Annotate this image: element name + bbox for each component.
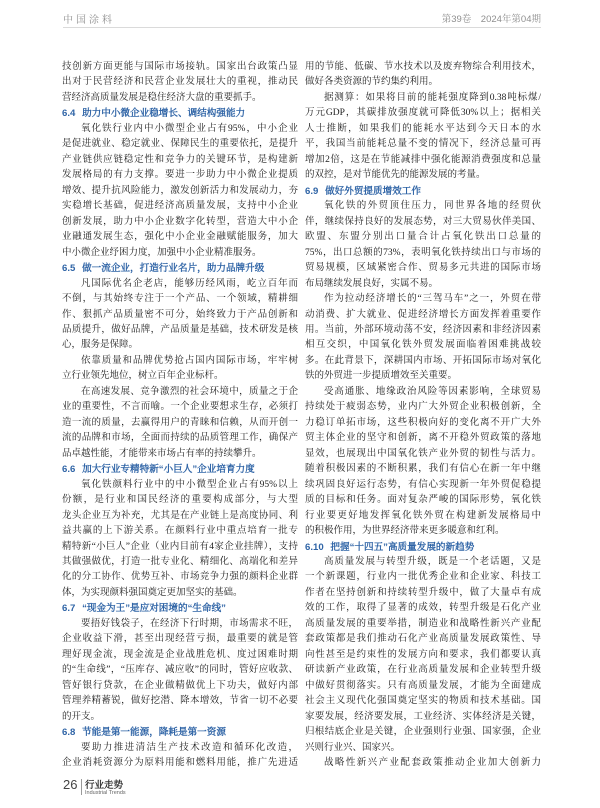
body-line: 实稳增长基础，促进经济高质量发展，支持中小企业 [62, 201, 298, 212]
section-title: 节能是第一能源，降耗是第一资源 [82, 727, 226, 739]
body-line: 增效、提升抗风险能力，激发创新活力和发展动力，夯 [62, 185, 298, 196]
section-heading [305, 184, 541, 199]
body-line: 流的品牌和市场，全面而持续的品质管理工作，确保产 [62, 433, 298, 444]
body-line: 要助力推进清洁生产技术改造和循环化改造， [81, 742, 298, 753]
paragraph [62, 385, 298, 462]
body-line: 效的工作，取得了显著的成效，转型升级是石化产业 [305, 603, 541, 614]
paragraph [305, 60, 541, 91]
body-line: 一个新课题，行业内一批优秀企业和企业家、科技工 [305, 572, 541, 583]
section-number: 6.8 [62, 727, 76, 739]
body-line: 力稳订单拓市场，这些积极向好的变化离不开广大外 [305, 417, 541, 428]
body-line: 多。在此背景下，深耕国内市场、开拓国际市场对氧化 [305, 355, 541, 366]
body-line: 企业消耗资源分为原料用能和燃料用能，推广先进适 [62, 758, 298, 769]
section-heading [62, 725, 298, 740]
paragraph [305, 756, 541, 771]
body-line: 人士推断，如果我们的能耗水平达到今天日本的水 [305, 123, 541, 134]
body-line: 业的重要性，不言而喻。一个企业要想求生存，必须打 [62, 402, 298, 413]
column-name: 行业走势 [85, 780, 124, 791]
body-line: 做好各类资源的节约集约利用。 [305, 77, 439, 88]
body-line: 份额，是行业和国民经济的重要构成部分，与大型 [62, 495, 298, 506]
body-line: 依靠质量和品牌优势抢占国内国际市场，牢牢树 [81, 355, 298, 366]
paragraph [305, 385, 541, 540]
section-title: 助力中小微企业稳增长、调结构强能力 [82, 108, 246, 120]
paragraph [305, 292, 541, 385]
footer-divider [81, 779, 82, 795]
body-line: 化的分工协作、优势互补、市场竞争力强的颜料企业群 [62, 572, 298, 583]
header-divider [63, 27, 541, 28]
body-line: 益共赢的上下游关系。在颜料行业中重点培育一批专 [62, 526, 298, 537]
body-line: 理好现金流，现金流是企业战胜危机、度过困难时期 [62, 649, 298, 660]
body-line: 中小微企业纾困力度，加强中小企业精准服务。 [62, 247, 262, 258]
body-line: 不倒，与其始终专注于一个产品、一个领域，精耕细 [62, 294, 298, 305]
section-number: 6.5 [62, 263, 76, 275]
body-line: 用。当前，外部环境动荡不安，经济因素和非经济因素 [305, 324, 541, 335]
section-title: 做一流企业，打造行业名片，助力品牌升级 [82, 263, 265, 275]
paragraph [62, 277, 298, 354]
body-line: 兴则行业兴、国家兴。 [305, 742, 401, 753]
body-line: 立行业领先地位，树立百年企业标杆。 [62, 371, 224, 382]
body-line: 的积极作用，为世界经济带来更多暖意和红利。 [305, 526, 505, 537]
section-heading [305, 540, 541, 555]
section-number: 6.9 [305, 185, 319, 197]
body-line: 氧化铁的外贸顶住压力，同世界各地的经贸伙 [324, 201, 541, 212]
body-line: 企业收益下滑，甚至出现经营亏损，最重要的就是管 [62, 634, 298, 645]
body-line: 精特新“小巨人”企业（业内目前有4家企业挂牌），支持 [62, 541, 298, 552]
paragraph [62, 122, 298, 261]
section-title: 加大行业专精特新“小巨人”企业培育力度 [82, 464, 255, 476]
section-number: 6.10 [305, 541, 324, 553]
body-line: 研读新产业政策，在行业高质量发展和企业转型升级 [305, 665, 541, 676]
paragraph [305, 555, 541, 756]
body-line: 品卓越性能，才能带来市场占有率的持续攀升。 [62, 448, 262, 459]
body-line: 体，为实现颜料强国奠定更加坚实的基础。 [62, 587, 243, 598]
body-line: 中做好贯彻落实。只有高质量发展，才能为全面建成 [305, 680, 541, 691]
issue-info: 第39卷 2024年第04期 [441, 14, 541, 25]
body-line: 显效，也展现出中国氧化铁产业外贸的韧性与活力。 [305, 448, 541, 459]
section-heading [62, 261, 298, 276]
body-line: 产业链供应链稳定性和竞争力的关键环节，是构建新 [62, 154, 298, 165]
body-line: 心，服务是保障。 [62, 340, 139, 351]
body-line: 发展格局的有力支撑。要进一步助力中小微企业提质 [62, 170, 298, 181]
section-heading [62, 106, 298, 121]
paragraph [305, 91, 541, 184]
paragraph [62, 60, 298, 106]
paragraph [62, 354, 298, 385]
paragraph [62, 741, 298, 772]
paragraph [62, 617, 298, 725]
body-line: 的双控，是对节能优先的能源发展的考量。 [305, 170, 486, 181]
body-line: 随着积极因素的不断积累，我们有信心在新一年中继 [305, 464, 541, 475]
body-line: 技创新方面更能与国际市场接轨。国家出台政策凸显 [62, 62, 298, 72]
body-line: 增加2倍，这是在节能减排中强化能源消费强度和总量 [305, 154, 541, 165]
body-line: 管理养精蓄锐，做好挖潜、降本增效，节省一切不必要 [62, 696, 298, 707]
column-name-english: Industrial Trends [85, 790, 126, 796]
body-line: 创新发展，助力中小企业数字化转型，营造大中小企 [62, 216, 298, 227]
body-line: 平，我国当前能耗总量不变的情况下，经济总量可再 [305, 139, 541, 150]
body-line: 高质量发展与转型升级，既是一个老话题，又是 [324, 557, 541, 567]
body-line: 战略性新兴产业配套政策推动企业加大创新力 [324, 758, 541, 769]
body-line: 贸主体企业的坚守和创新，离不开稳外贸政策的落地 [305, 433, 541, 444]
body-line: 行业要更好地发挥氧化铁外贸在构建新发展格局中 [305, 510, 541, 521]
body-line: 伴，继续保持良好的发展态势，对三大贸易伙伴美国、 [305, 216, 541, 227]
body-line: 作者在坚持创新和持续转型升级中，做了大量卓有成 [305, 587, 541, 598]
body-line: 高质量发展的重要举措，制造业和战略性新兴产业配 [305, 618, 541, 629]
body-line: 的开支。 [62, 711, 101, 722]
section-title: 做好外贸提质增效工作 [325, 185, 421, 197]
section-number: 6.7 [62, 603, 76, 615]
body-line: 家要发展，经济要发展，工业经济、实体经济是关键， [305, 711, 541, 722]
body-line: 铁的外贸进一步提质增效至关重要。 [305, 371, 458, 382]
body-line: 的“生命线”，“压库存、减应收”的同时，管好应收款、 [62, 665, 298, 676]
journal-title: 中国涂料 [63, 15, 115, 26]
section-title: 把握“十四五”高质量发展的新趋势 [330, 541, 475, 553]
body-line: 氧化铁颜料行业中的中小微型企业占有95%以上 [81, 479, 298, 490]
body-line: 出对于民营经济和民营企业发展壮大的重视，推动民 [62, 77, 298, 88]
body-line: 用的节能、低碳、节水技术以及废弃物综合利用技术， [305, 62, 541, 72]
page-number: 26 [63, 777, 78, 792]
section-heading [62, 462, 298, 477]
body-line: 其做强做优，打造一批专业化、精细化、高端化和差异 [62, 557, 298, 567]
section-heading [62, 601, 298, 616]
paragraph [305, 199, 541, 292]
body-line: 据测算：如果将目前的能耗强度降到0.38吨标煤/ [324, 92, 541, 103]
body-line: 品质提升，做好品牌，产品质量是基础，技术研发是核 [62, 324, 298, 335]
body-line: 续巩固良好运行态势，有信心实现新一年外贸促稳提 [305, 479, 541, 490]
body-line: 受高通胀、地缘政治风险等因素影响，全球贸易 [324, 386, 541, 397]
body-line: 75%，出口总额的73%，表明氧化铁持续出口与市场的 [305, 247, 541, 258]
body-line: 万元GDP，其碳排放强度就可降低30%以上；据相关 [305, 108, 541, 119]
body-line: 归根结底企业是关键，企业强则行业强、国家强，企业 [305, 727, 541, 738]
body-line: 龙头企业互为补充，尤其是在产业链上是高度协同、利 [62, 510, 298, 521]
section-title: “现金为王”是应对困境的“生命线” [82, 603, 226, 615]
body-line: 是促进就业、稳定就业、保障民生的重要依托，是提升 [62, 139, 298, 150]
body-line: 造一流的质量，去赢得用户的青睐和信赖，从而开创一 [62, 417, 298, 428]
body-line: 布局继续发展良好，实属不易。 [305, 278, 439, 289]
body-line: 套政策都是我们推动石化产业高质量发展政策性、导 [305, 634, 541, 645]
body-line: 作、狠抓产品质量密不可分，始终致力于产品创新和 [62, 309, 298, 320]
body-line: 氧化铁行业内中小微型企业占有95%，中小企业 [81, 123, 298, 134]
body-line: 作为拉动经济增长的“三驾马车”之一，外贸在带 [324, 294, 541, 305]
text-column-left [62, 60, 298, 772]
paragraph [62, 478, 298, 602]
body-line: 质的目标和任务。面对复杂严峻的国际形势，氧化铁 [305, 495, 541, 506]
body-line: 贸易规模，区域紧密合作、贸易多元共进的国际市场 [305, 263, 541, 274]
body-line: 欧盟、东盟分别出口量合计占氧化铁出口总量的 [305, 232, 541, 243]
body-line: 凡国际优名企老店，能够历经风雨，屹立百年而 [81, 278, 298, 289]
body-line: 在高速发展、竞争激烈的社会环境中，质量之于企 [81, 386, 298, 397]
section-number: 6.6 [62, 464, 76, 476]
text-column-right [305, 60, 541, 772]
section-number: 6.4 [62, 108, 76, 120]
body-line: 营经济高质量发展是稳住经济大盘的重要抓手。 [62, 92, 262, 103]
body-line: 向性甚至是约束性的发展方向和要求，我们都要认真 [305, 649, 541, 660]
body-line: 相互交织，中国氧化铁外贸发展面临着困难挑战较 [305, 340, 541, 351]
body-line: 业融通发展生态，强化中小企业金融赋能服务，加大 [62, 232, 298, 243]
body-line: 管好银行贷款，在企业做精做优上下功夫，做好内部 [62, 680, 298, 691]
body-line: 社会主义现代化强国奠定坚实的物质和技术基础。国 [305, 696, 541, 707]
body-line: 动消费、扩大就业、促进经济增长方面发挥着重要作 [305, 309, 541, 320]
body-line: 要捂好钱袋子，在经济下行时期，市场需求不旺， [81, 618, 298, 629]
body-line: 持续处于疲弱态势，业内广大外贸企业积极创新，全 [305, 402, 541, 413]
